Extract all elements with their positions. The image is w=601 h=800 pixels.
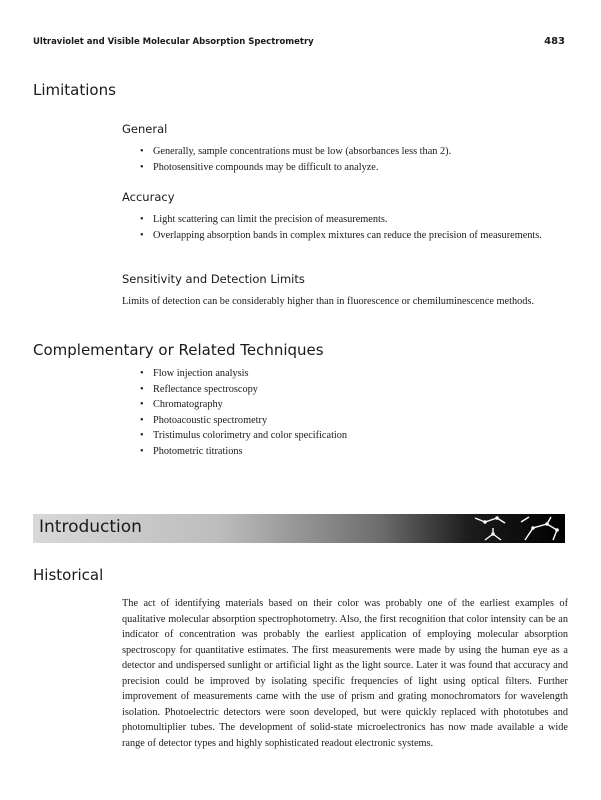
- heading-accuracy: Accuracy: [122, 190, 175, 204]
- sensitivity-text: Limits of detection can be considerably higher than in fluorescence or chemiluminescence methods.: [122, 296, 535, 307]
- molecule-illustration: [455, 514, 565, 543]
- heading-general: General: [122, 122, 168, 136]
- related-list: [140, 366, 540, 460]
- section-banner: [33, 514, 565, 543]
- running-title: Ultraviolet and Visible Molecular Absorption Spectrometry: [33, 37, 314, 47]
- page-number: 483: [544, 36, 565, 47]
- list-item: • Flow injection analysis: [140, 366, 540, 382]
- heading-related-techniques: Complementary or Related Techniques: [33, 341, 324, 359]
- accuracy-list: [140, 212, 565, 243]
- list-item: • Overlapping absorption bands in complex mixtures can reduce the precision of measurements.: [140, 228, 565, 244]
- list-item: • Photosensitive compounds may be difficult to analyze.: [140, 160, 560, 176]
- heading-sensitivity: Sensitivity and Detection Limits: [122, 272, 305, 286]
- list-item: • Light scattering can limit the precision of measurements.: [140, 212, 565, 228]
- historical-paragraph: The act of identifying materials based on their color was probably one of the earliest examples of qualitative molecular absorption spectrophotometry. Also, the first recognition that color intensity can be an indicator of concentration was probably the earliest application of employing molecular absorption spectroscopy for quantitative estimates. The first measurements were made by using the human eye as a detector and undispersed sunlight or artificial light as the light source. Later it was found that accuracy and precision could be improved by isolating specific frequencies of light using optical filters. Further improvement of measurements came with the use of prism and grating monochromators for wavelength isolation. Photoelectric detectors were soon developed, but were quickly replaced with phototubes and photomultiplier tubes. The development of solid-state microelectronics has now made available a wide range of detector types and highly sophisticated readout electronic systems.: [122, 598, 568, 749]
- list-item: • Generally, sample concentrations must be low (absorbances less than 2).: [140, 144, 560, 160]
- list-item: • Reflectance spectroscopy: [140, 382, 540, 398]
- heading-historical: Historical: [33, 566, 104, 584]
- heading-limitations: Limitations: [33, 81, 116, 99]
- list-item: • Chromatography: [140, 397, 540, 413]
- list-item: • Photoacoustic spectrometry: [140, 413, 540, 429]
- general-list: [140, 144, 560, 175]
- list-item: • Tristimulus colorimetry and color specification: [140, 428, 540, 444]
- list-item: • Photometric titrations: [140, 444, 540, 460]
- banner-title: Introduction: [39, 517, 142, 537]
